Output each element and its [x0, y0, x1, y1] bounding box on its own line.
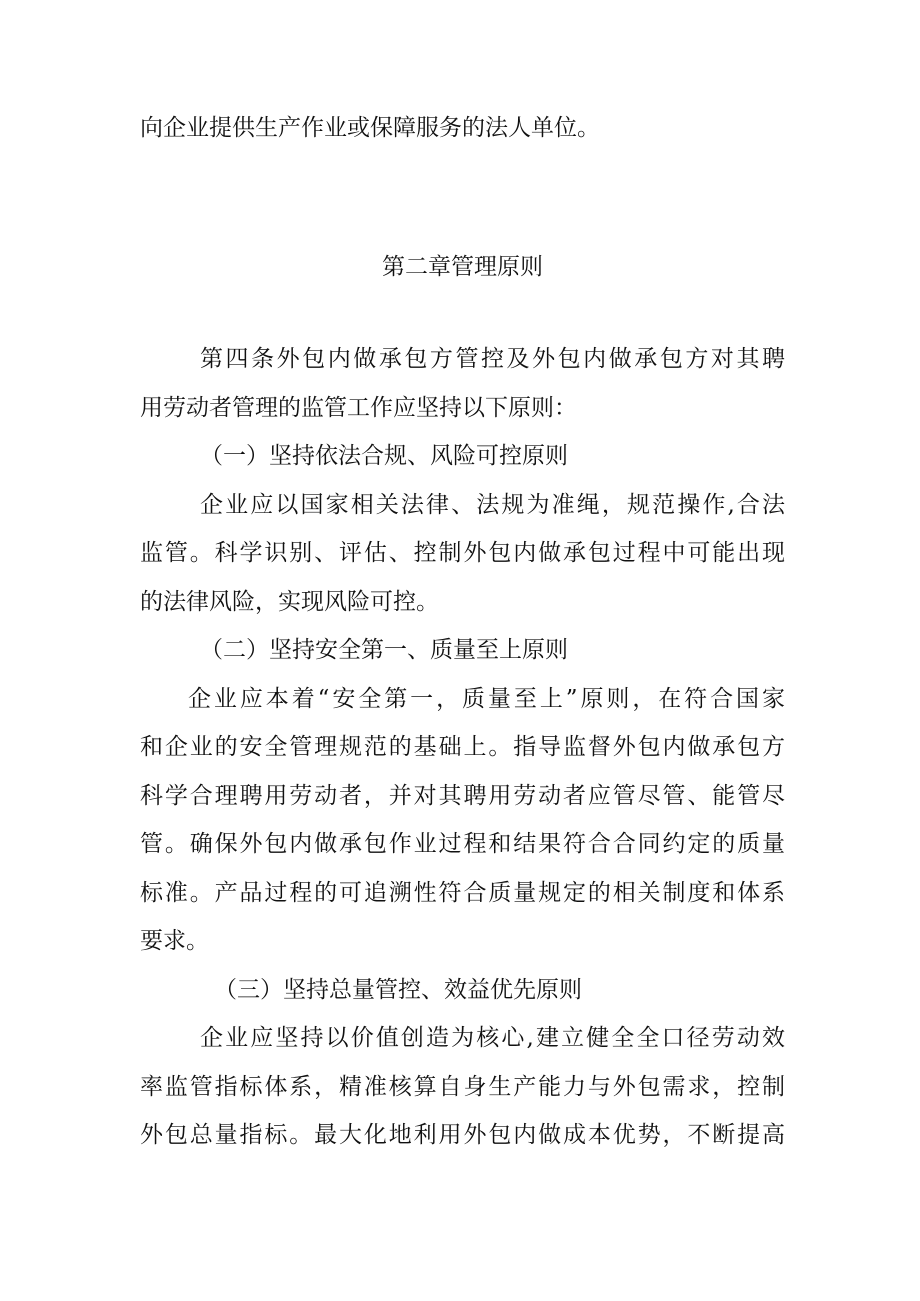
paragraph-line: 监管。科学识别、评估、控制外包内做承包过程中可能出现	[140, 540, 785, 566]
paragraph-line: 科学合理聘用劳动者，并对其聘用劳动者应管尽管、能管尽	[140, 783, 785, 809]
paragraph-line: 向企业提供生产作业或保障服务的法人单位。	[140, 115, 600, 141]
paragraph-line: 用劳动者管理的监管工作应坚持以下原则：	[140, 395, 577, 421]
section-heading: （三）坚持总量管控、效益优先原则	[214, 977, 582, 1003]
paragraph-line: 企业应以国家相关法律、法规为准绳，规范操作,合法	[200, 492, 785, 518]
paragraph-line: 的法律风险，实现风险可控。	[140, 589, 439, 615]
section-heading: （一）坚持依法合规、风险可控原则	[200, 443, 568, 469]
paragraph-line: 管。确保外包内做承包作业过程和结果符合合同约定的质量	[140, 831, 785, 857]
paragraph-line: 企业应本着“安全第一，质量至上”原则，在符合国家	[188, 686, 785, 712]
paragraph-line: 和企业的安全管理规范的基础上。指导监督外包内做承包方	[140, 734, 785, 760]
paragraph-line: 要求。	[140, 928, 209, 954]
paragraph-line: 第四条外包内做承包方管控及外包内做承包方对其聘	[200, 346, 785, 372]
paragraph-line: 企业应坚持以价值创造为核心,建立健全全口径劳动效	[200, 1025, 785, 1051]
paragraph-line: 率监管指标体系，精准核算自身生产能力与外包需求，控制	[140, 1074, 785, 1100]
section-heading: （二）坚持安全第一、质量至上原则	[200, 637, 568, 663]
paragraph-line: 标准。产品过程的可追溯性符合质量规定的相关制度和体系	[140, 880, 785, 906]
chapter-heading: 第二章管理原则	[382, 254, 543, 280]
paragraph-line: 外包总量指标。最大化地利用外包内做成本优势，不断提高	[140, 1122, 785, 1148]
